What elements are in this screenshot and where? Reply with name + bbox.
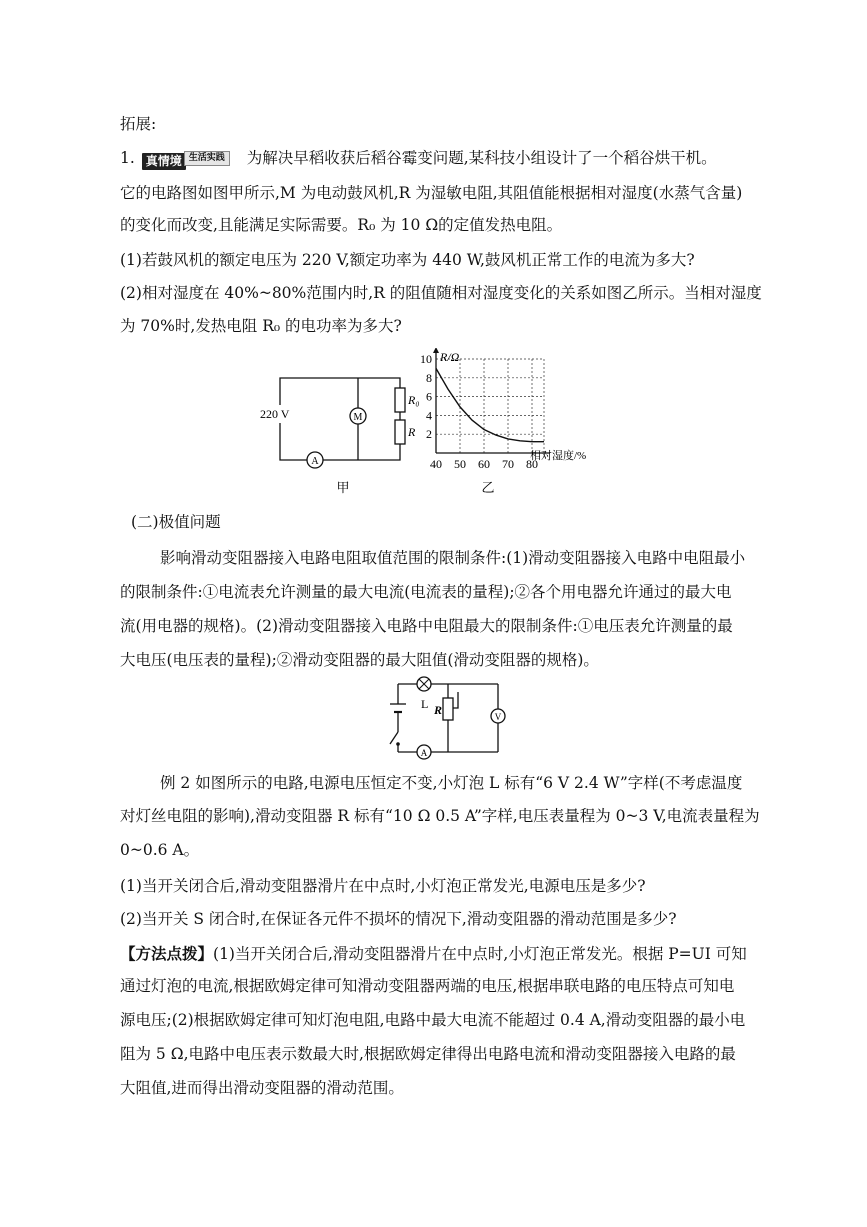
- section2-para: 流(用电器的规格)。(2)滑动变阻器接入电路中电阻最大的限制条件:①电压表允许测量的最: [120, 617, 733, 635]
- chart-x-tick-label: 70: [502, 457, 514, 471]
- chart-series-line: [436, 368, 544, 441]
- method-first-line: [120, 944, 760, 964]
- caption-jia: 甲: [336, 480, 350, 495]
- method-line: 阻为 5 Ω,电路中电压表示数最大时,根据欧姆定律得出电路电流和滑动变阻器接入电路的最: [120, 1045, 736, 1063]
- chart-ylabel: R/Ω: [440, 350, 460, 364]
- circuit-diagram-example: [378, 674, 518, 762]
- section2-title: (二)极值问题: [131, 513, 221, 531]
- chart-y-tick-label: 4: [426, 408, 432, 423]
- chart-x-tick-label: 80: [526, 457, 538, 471]
- r-resistor: [395, 420, 405, 444]
- method-line: 通过灯泡的电流,根据欧姆定律可知滑动变阻器两端的电压,根据串联电路的电压特点可知电: [120, 977, 735, 995]
- chart-x-tick-label: 50: [454, 457, 466, 471]
- example2-part1: (1)当开关闭合后,滑动变阻器滑片在中点时,小灯泡正常发光,电源电压是多少?: [120, 877, 646, 895]
- q1-line: 它的电路图如图甲所示,M 为电动鼓风机,R 为湿敏电阻,其阻值能根据相对湿度(水蒸气含量): [120, 184, 743, 202]
- section2-para: 大电压(电压表的量程);②滑动变阻器的最大阻值(滑动变阻器的规格)。: [120, 651, 599, 669]
- q1-line: 的变化而改变,且能满足实际需要。R₀ 为 10 Ω的定值发热电阻。: [120, 216, 563, 234]
- chart-x-tick-label: 60: [478, 457, 490, 471]
- chart-xlabel: 相对湿度/%: [530, 450, 587, 462]
- chart-y-tick-label: 2: [426, 427, 432, 442]
- tag-sub: 生活实践: [184, 151, 230, 166]
- method-text: (1)当开关闭合后,滑动变阻器滑片在中点时,小灯泡正常发光。根据 P=UI 可知: [213, 945, 747, 963]
- ammeter-label: A: [311, 456, 319, 467]
- lamp-label: L: [421, 697, 429, 711]
- chart-y-tick-label: 8: [426, 370, 432, 385]
- voltmeter-label: V: [494, 712, 502, 722]
- motor-label: M: [353, 412, 363, 423]
- chart-y-axis-arrow: [433, 348, 439, 353]
- chart-x-tick-label: 40: [430, 457, 442, 471]
- method-line: 源电压;(2)根据欧姆定律可知灯泡电阻,电路中最大电流不能超过 0.4 A,滑动变阻器的最小电: [120, 1011, 746, 1029]
- circuit-diagram-jia: [255, 368, 425, 498]
- example2-line: 例 2 如图所示的电路,电源电压恒定不变,小灯泡 L 标有“6 V 2.4 W”字样(不考虑温度: [160, 774, 743, 792]
- method-line: 大阻值,进而得出滑动变阻器的滑动范围。: [120, 1079, 404, 1097]
- example2-part2: (2)当开关 S 闭合时,在保证各元件不损坏的情况下,滑动变阻器的滑动范围是多少?: [120, 910, 677, 928]
- q1-tag: [142, 150, 230, 168]
- rheostat-label: R: [434, 703, 443, 717]
- chart-y-tick-label: 10: [420, 352, 432, 366]
- circuit-wire: [280, 378, 400, 460]
- chart-yi: [420, 348, 620, 498]
- switch-contact: [396, 742, 400, 746]
- method-label: 【方法点拨】: [120, 944, 214, 963]
- q1-text: 为解决早稻收获后稻谷霉变问题,某科技小组设计了一个稻谷烘干机。: [246, 149, 717, 167]
- section2-para: 影响滑动变阻器接入电路电阻取值范围的限制条件:(1)滑动变阻器接入电路中电阻最小: [160, 549, 746, 567]
- q1-part2: (2)相对湿度在 40%~80%范围内时,R 的阻值随相对湿度变化的关系如图乙所示。当相对湿度: [120, 284, 762, 302]
- example2-line: 0~0.6 A。: [120, 841, 200, 859]
- r0-resistor: [395, 388, 405, 412]
- voltage-label: 220 V: [260, 407, 290, 421]
- section-label: 拓展:: [120, 115, 157, 133]
- ammeter-label: A: [420, 748, 428, 758]
- section2-para: 的限制条件:①电流表允许测量的最大电流(电流表的量程);②各个用电器允许通过的最大电: [120, 583, 732, 601]
- example2-line: 对灯丝电阻的影响),滑动变阻器 R 标有“10 Ω 0.5 A”字样,电压表量程为 0~3 V,电流表量程为: [120, 807, 760, 825]
- r0-label: R₀: [408, 393, 420, 407]
- rheostat-symbol: [443, 698, 453, 720]
- q1-first-line: [120, 148, 760, 168]
- chart-y-tick-label: 6: [426, 389, 432, 404]
- q1-number: 1.: [120, 149, 135, 167]
- caption-yi: 乙: [481, 480, 495, 495]
- r-label: R: [408, 425, 416, 439]
- switch-lever: [390, 732, 398, 744]
- q1-part1: (1)若鼓风机的额定电压为 220 V,额定功率为 440 W,鼓风机正常工作的电流为多大?: [120, 251, 695, 269]
- tag-main: 真情境: [142, 153, 186, 170]
- q1-part2-cont: 为 70%时,发热电阻 R₀ 的电功率为多大?: [120, 317, 402, 335]
